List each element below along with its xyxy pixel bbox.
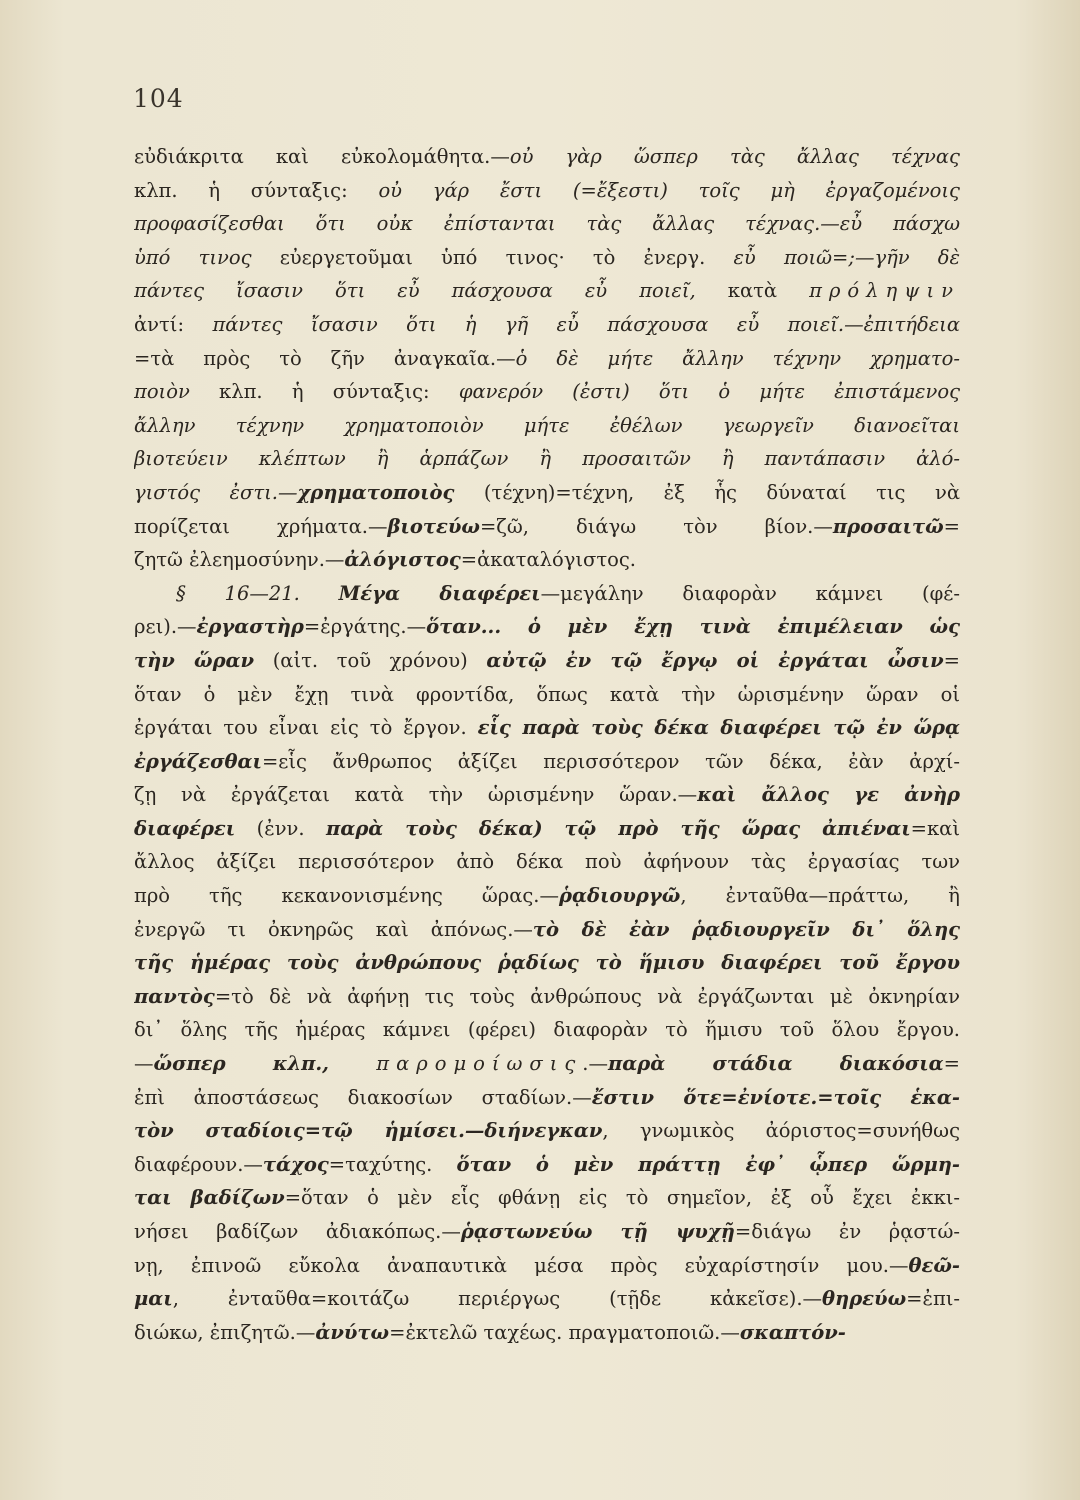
- text-line: [134, 711, 960, 745]
- text-line: [134, 1316, 960, 1350]
- text-line: [134, 207, 960, 241]
- emphasized-text-segment: παντὸς: [134, 984, 215, 1008]
- emphasized-text-segment: εἷς παρὰ τοὺς δέκα διαφέρει τῷ ἐν ὥρᾳ: [477, 716, 960, 740]
- text-segment: ἐργάται του εἶναι εἰς τὸ ἔργον.: [134, 716, 478, 740]
- emphasized-text-segment: § 16—21.: [176, 581, 339, 605]
- emphasized-text-segment: ὅταν... ὁ μὲν ἔχῃ τινὰ ἐπιμέλειαν ὡς: [426, 615, 960, 639]
- text-segment: διαφέρουν.—: [134, 1152, 263, 1176]
- text-segment: δι᾽ ὅλης τῆς ἡμέρας κάμνει (φέρει) διαφορὰν τὸ ἥμισυ τοῦ ὅλου ἔργου.: [134, 1018, 960, 1042]
- emphasized-text-segment: ποιὸν: [134, 380, 190, 404]
- text-segment: =: [943, 648, 960, 672]
- emphasized-text-segment: τὸ δὲ ἐὰν ῥᾳδιουργεῖν δι᾽ ὅλης: [532, 917, 960, 941]
- text-line: [134, 140, 960, 174]
- emphasized-text-segment: οὐ γὰρ ὥσπερ τὰς ἄλλας τέχνας: [509, 145, 960, 168]
- text-segment: εὐδιάκριτα καὶ εὐκολομάθητα.—: [134, 145, 510, 168]
- text-segment: =ζῶ, διάγω τὸν βίον.—: [479, 514, 833, 538]
- emphasized-text-segment: παρομοίωσις: [376, 1052, 583, 1076]
- text-line: [134, 1181, 960, 1215]
- text-line: [134, 1215, 960, 1249]
- text-line: [134, 745, 960, 779]
- text-line: [134, 174, 960, 208]
- emphasized-text-segment: ται βαδίζων: [134, 1186, 285, 1210]
- emphasized-text-segment: τάχος: [262, 1152, 329, 1176]
- text-segment: διώκω, ἐπιζητῶ.—: [134, 1320, 316, 1344]
- text-segment: , ἐνταῦθα—πράττω, ἢ: [680, 884, 960, 908]
- emphasized-text-segment: ἐργάζεσθαι: [134, 749, 262, 773]
- text-line: [134, 1013, 960, 1047]
- text-segment: , ἐνταῦθα=κοιτάζω περιέργως (τῇδε κἀκεῖσε).—: [172, 1287, 823, 1311]
- emphasized-text-segment: τὴν ὥραν: [134, 648, 255, 672]
- emphasized-text-segment: ὁ δὲ μήτε ἄλλην τέχνην χρηματο-: [515, 346, 960, 370]
- text-line: [134, 610, 960, 644]
- emphasized-text-segment: ὅταν ὁ μὲν πράττῃ ἐφ᾽ ᾧπερ ὥρμη-: [456, 1152, 960, 1176]
- text-line: [134, 678, 960, 712]
- text-segment: =ἐκτελῶ ταχέως. πραγματοποιῶ.—: [389, 1320, 740, 1344]
- text-line: [134, 1114, 960, 1148]
- text-segment: ἄλλος ἀξίζει περισσότερον ἀπὸ δέκα ποὺ ἀφήνουν τὰς ἐργασίας των: [134, 850, 960, 874]
- text-line: [134, 980, 960, 1014]
- text-line: [134, 442, 960, 476]
- emphasized-text-segment: προφασίζεσθαι ὅτι οὐκ ἐπίστανται τὰς ἄλλας τέχνας.—εὖ πάσχω: [134, 212, 960, 236]
- text-segment: —: [134, 1052, 154, 1076]
- text-line: [134, 241, 960, 275]
- emphasized-text-segment: ἔστιν ὅτε=ἐνίοτε.=τοῖς ἑκα-: [591, 1085, 960, 1109]
- text-line: [134, 375, 960, 409]
- emphasized-text-segment: προσαιτῶ: [832, 514, 944, 538]
- emphasized-text-segment: ἄλλην τέχνην χρηματοποιὸν μήτε ἐθέλων γεωργεῖν διανοεῖται: [134, 413, 960, 437]
- emphasized-text-segment: παρὰ στάδια διακόσια: [607, 1052, 944, 1076]
- text-line: [134, 1282, 960, 1316]
- text-line: [134, 543, 960, 577]
- text-segment: =καὶ: [910, 816, 960, 840]
- text-segment: ζητῶ ἐλεημοσύνην.—: [134, 548, 345, 572]
- emphasized-text-segment: τὸν σταδίοις=τῷ ἡμίσει.—διήνεγκαν: [134, 1119, 603, 1143]
- text-line: [134, 946, 960, 980]
- text-segment: κλπ. ἡ σύνταξις:: [189, 380, 459, 404]
- text-segment: ὅταν ὁ μὲν ἔχῃ τινὰ φροντίδα, ὅπως κατὰ τὴν ὡρισμένην ὥραν οἱ: [134, 682, 960, 706]
- emphasized-text-segment: μαι: [134, 1287, 173, 1311]
- text-segment: (τέχνη)=τέχνη, ἐξ ἧς δύναταί τις νὰ: [454, 480, 960, 504]
- text-line: [134, 913, 960, 947]
- text-line: [134, 274, 960, 308]
- text-segment: εὐεργετοῦμαι ὑπό τινος· τὸ ἐνεργ.: [251, 245, 734, 269]
- emphasized-text-segment: θηρεύω: [822, 1287, 907, 1311]
- emphasized-text-segment: διαφέρει: [134, 816, 236, 840]
- text-segment: =διάγω ἐν ῥᾳστώ-: [734, 1220, 960, 1243]
- text-line: [134, 812, 960, 846]
- emphasized-text-segment: ῥᾳδιουργῶ: [558, 884, 681, 908]
- text-segment: (αἰτ. τοῦ χρόνου): [254, 648, 487, 672]
- text-segment: ζῃ νὰ ἐργάζεται κατὰ τὴν ὡρισμένην ὥραν.—: [134, 783, 698, 807]
- text-segment: —μεγάλην διαφορὰν κάμνει (φέ-: [540, 581, 960, 605]
- text-segment: ἀντί:: [134, 312, 213, 336]
- text-segment: (ἐνν.: [235, 816, 327, 840]
- text-line: [134, 778, 960, 812]
- emphasized-text-segment: καὶ ἄλλος γε ἀνὴρ: [697, 783, 960, 807]
- text-segment: νήσει βαδίζων ἀδιακόπως.—: [134, 1220, 461, 1243]
- text-line: [134, 845, 960, 879]
- emphasized-text-segment: ῥᾳστωνεύω τῇ ψυχῇ: [460, 1220, 735, 1243]
- text-segment: πορίζεται χρήματα.—: [134, 514, 388, 538]
- text-segment: =τὸ δὲ νὰ ἀφήνῃ τις τοὺς ἀνθρώπους νὰ ἐργάζωνται μὲ ὀκνηρίαν: [214, 984, 960, 1008]
- text-line: [134, 476, 960, 510]
- emphasized-text-segment: σκαπτόν-: [739, 1320, 846, 1344]
- text-segment: ρει).—: [134, 615, 197, 639]
- text-segment: νῃ, ἐπινοῶ εὔκολα ἀναπαυτικὰ μέσα πρὸς εὐχαρίστησίν μου.—: [134, 1253, 909, 1277]
- text-line: [134, 1249, 960, 1283]
- text-segment: =: [943, 514, 960, 538]
- text-line: [134, 1047, 960, 1081]
- text-segment: =ταχύτης.: [328, 1152, 457, 1176]
- emphasized-text-segment: πάντες ἴσασιν ὅτι ἡ γῆ εὖ πάσχουσα εὖ ποιεῖ.—ἐπιτήδεια: [212, 312, 960, 336]
- text-line: [134, 879, 960, 913]
- text-line: [134, 644, 960, 678]
- emphasized-text-segment: βιοτεύω: [387, 514, 480, 538]
- emphasized-text-segment: ἀνύτω: [315, 1320, 390, 1344]
- emphasized-text-segment: ἐργαστὴρ: [196, 615, 304, 639]
- emphasized-text-segment: ὥσπερ κλπ.,: [153, 1052, 377, 1076]
- emphasized-text-segment: οὐ γάρ ἔστι (=ἔξεστι) τοῖς μὴ ἐργαζομένοις: [378, 178, 960, 202]
- emphasized-text-segment: πρόληψιν: [809, 279, 960, 303]
- text-segment: κατὰ: [695, 279, 810, 303]
- emphasized-text-segment: αὐτῷ ἐν τῷ ἔργῳ οἱ ἐργάται ὦσιν: [486, 648, 944, 672]
- emphasized-text-segment: εὖ ποιῶ=;—γῆν δὲ: [733, 245, 960, 269]
- text-segment: =τὰ πρὸς τὸ ζῆν ἀναγκαῖα.—: [134, 346, 516, 370]
- text-line: [134, 577, 960, 611]
- emphasized-text-segment: τῆς ἡμέρας τοὺς ἀνθρώπους ῥᾳδίως τὸ ἥμισυ διαφέρει τοῦ ἔργου: [134, 951, 960, 975]
- text-segment: κλπ. ἡ σύνταξις:: [134, 178, 379, 202]
- text-segment: =ἐπι-: [906, 1287, 960, 1311]
- text-line: [134, 308, 960, 342]
- text-segment: ἐπὶ ἀποστάσεως διακοσίων σταδίων.—: [134, 1085, 592, 1109]
- text-line: [134, 409, 960, 443]
- emphasized-text-segment: θεῶ-: [908, 1253, 960, 1277]
- page-number: 104: [133, 84, 184, 113]
- text-segment: , γνωμικὸς ἀόριστος=συνήθως: [602, 1119, 960, 1143]
- text-segment: ἐνεργῶ τι ὀκνηρῶς καὶ ἀπόνως.—: [134, 917, 533, 941]
- text-segment: =ἐργάτης.—: [303, 615, 427, 639]
- emphasized-text-segment: παρὰ τοὺς δέκα) τῷ πρὸ τῆς ὥρας ἀπιέναι: [326, 816, 911, 840]
- text-segment: =: [943, 1052, 960, 1076]
- text-line: [134, 1081, 960, 1115]
- emphasized-text-segment: ὑπό τινος: [134, 245, 252, 269]
- commentary-text: [134, 140, 960, 1349]
- text-segment: =εἷς ἄνθρωπος ἀξίζει περισσότερον τῶν δέκα, ἐὰν ἀρχί-: [261, 749, 960, 773]
- text-segment: πρὸ τῆς κεκανονισμένης ὥρας.—: [134, 884, 559, 908]
- text-segment: =ὅταν ὁ μὲν εἷς φθάνῃ εἰς τὸ σημεῖον, ἐξ οὗ ἔχει ἐκκι-: [284, 1186, 960, 1210]
- emphasized-text-segment: βιοτεύειν κλέπτων ἢ ἁρπάζων ἢ προσαιτῶν ἢ παντάπασιν ἀλό-: [134, 447, 960, 471]
- emphasized-text-segment: γιστός ἐστι.—: [134, 480, 298, 504]
- text-line: [134, 510, 960, 544]
- emphasized-text-segment: πάντες ἴσασιν ὅτι εὖ πάσχουσα εὖ ποιεῖ,: [134, 279, 696, 303]
- text-line: [134, 342, 960, 376]
- emphasized-text-segment: φανερόν (ἐστι) ὅτι ὁ μήτε ἐπιστάμενος: [458, 380, 960, 404]
- emphasized-text-segment: ἀλόγιστος: [344, 548, 461, 572]
- emphasized-text-segment: Μέγα διαφέρει: [338, 581, 541, 605]
- text-segment: .—: [582, 1052, 608, 1076]
- text-segment: =ἀκαταλόγιστος.: [460, 548, 636, 572]
- text-line: [134, 1148, 960, 1182]
- emphasized-text-segment: χρηματοποιὸς: [297, 480, 455, 504]
